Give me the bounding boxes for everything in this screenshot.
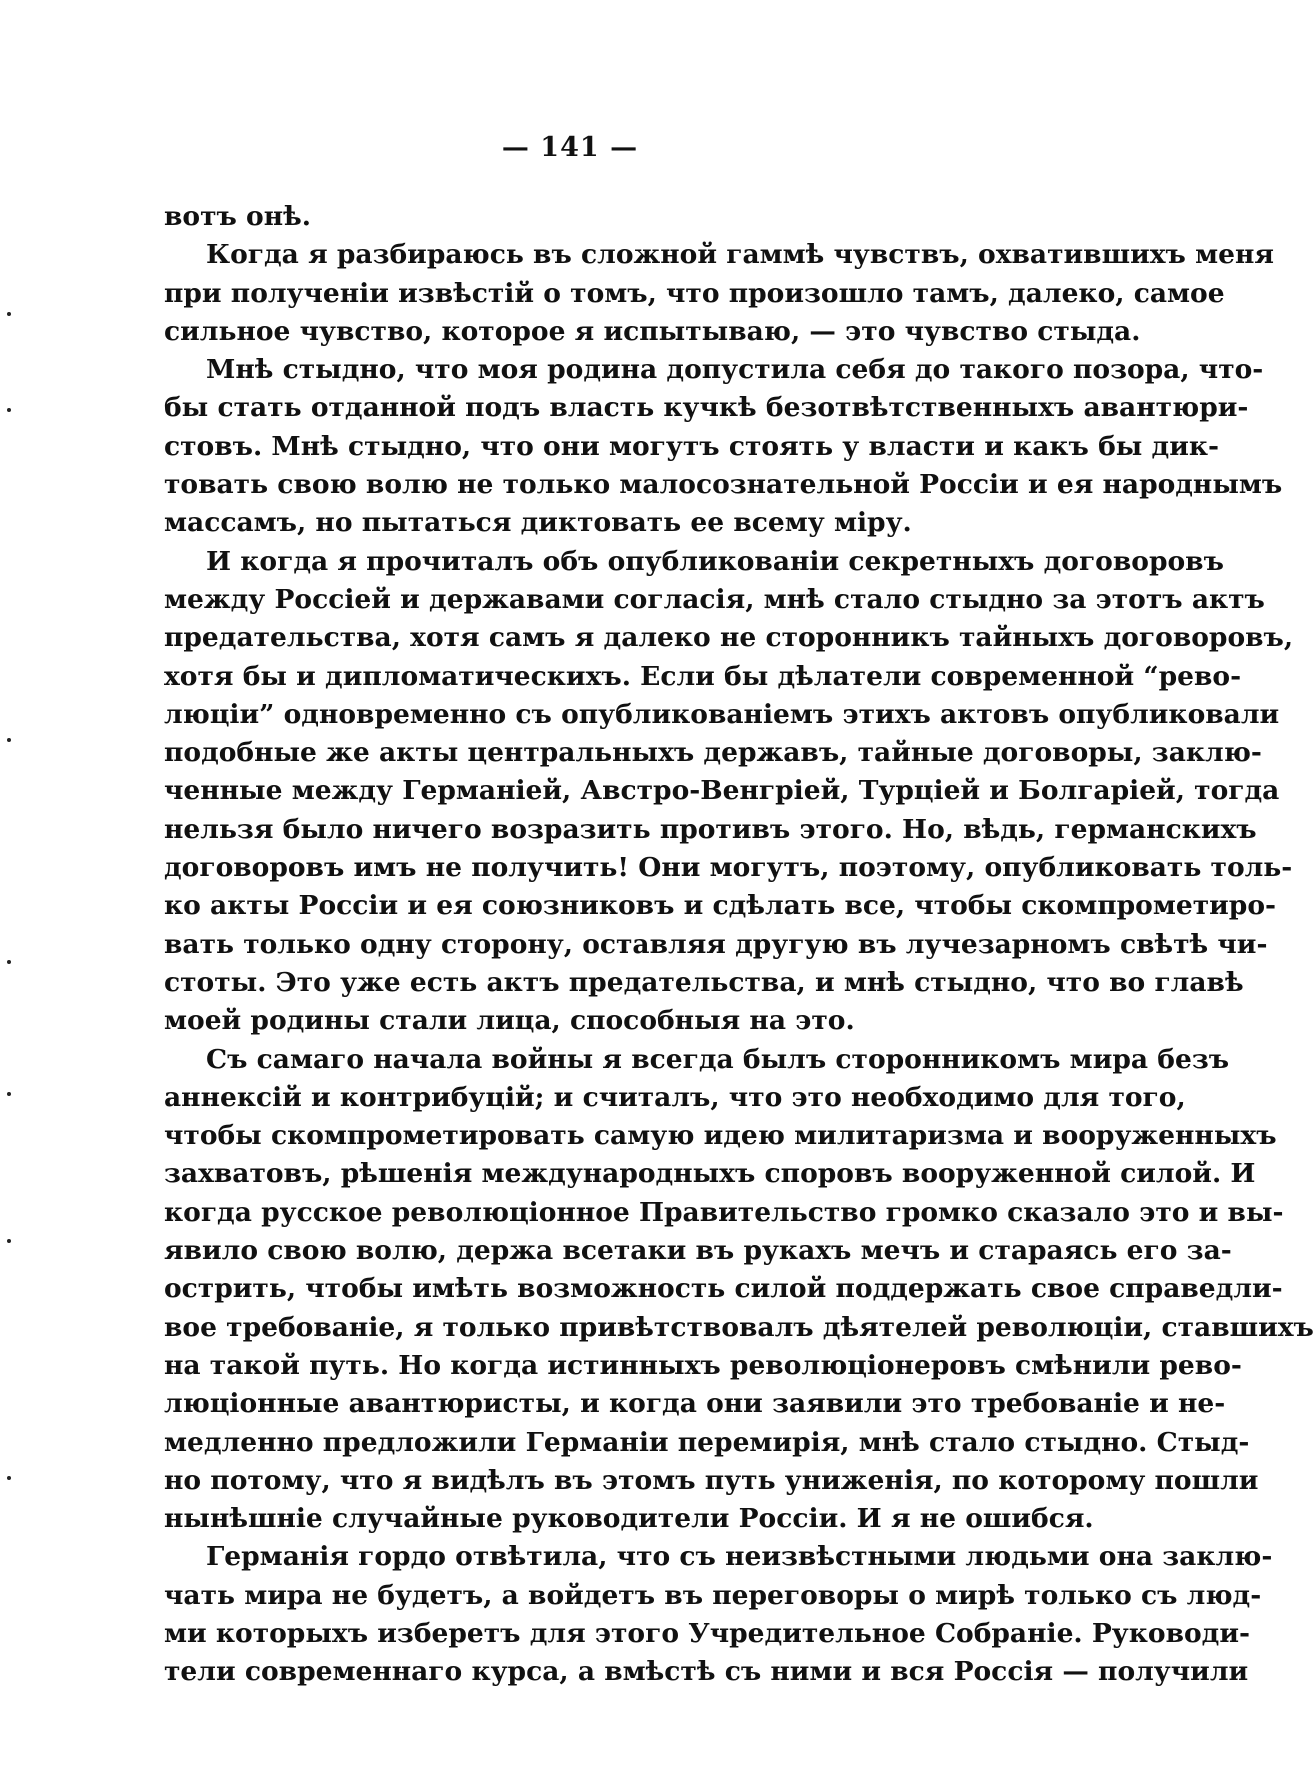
text-line: предательства, хотя самъ я далеко не сторонникъ тайныхъ договоровъ, (164, 622, 1294, 654)
margin-mark (7, 408, 11, 412)
text-line: моей родины стали лица, способныя на это. (164, 1005, 855, 1037)
text-line: подобные же акты центральныхъ державъ, тайные договоры, заклю- (164, 737, 1262, 769)
text-line: тели современнаго курса, а вмѣстѣ съ ними и вся Россія — получили (164, 1656, 1249, 1688)
text-line: вое требованіе, я только привѣтствовалъ дѣятелей революціи, ставшихъ (164, 1311, 1314, 1343)
margin-mark (7, 738, 11, 742)
page-number: — 141 — (501, 132, 639, 163)
text-line: ко акты Россіи и ея союзниковъ и сдѣлать все, чтобы скомпрометиро- (164, 890, 1276, 922)
margin-mark (7, 312, 11, 316)
text-line: люціи” одновременно съ опубликованіемъ этихъ актовъ опубликовали (164, 698, 1280, 730)
margin-mark (7, 1239, 11, 1243)
body-text (164, 198, 1314, 1692)
text-line: захватовъ, рѣшенія международныхъ споровъ вооруженной силой. И (164, 1158, 1256, 1190)
text-line: договоровъ имъ не получить! Они могутъ, поэтому, опубликовать толь- (164, 852, 1293, 884)
text-line: Когда я разбираюсь въ сложной гаммѣ чувствъ, охватившихъ меня (206, 239, 1274, 271)
text-line: между Россіей и державами согласія, мнѣ стало стыдно за этотъ актъ (164, 583, 1265, 615)
text-line: бы стать отданной подъ власть кучкѣ безотвѣтственныхъ авантюри- (164, 392, 1249, 424)
text-line: острить, чтобы имѣть возможность силой поддержать свое справедли- (164, 1273, 1283, 1305)
text-line: сильное чувство, которое я испытываю, — это чувство стыда. (164, 315, 1141, 347)
text-line: люціонные авантюристы, и когда они заявили это требованіе и не- (164, 1388, 1226, 1420)
text-line: когда русское революціонное Правительство громко сказало это и вы- (164, 1196, 1284, 1228)
text-line: явило свою волю, держа всетаки въ рукахъ мечъ и стараясь его за- (164, 1235, 1232, 1267)
margin-mark (7, 1092, 11, 1096)
text-line: товать свою волю не только малосознательной Россіи и ея народнымъ (164, 469, 1283, 501)
text-line: но потому, что я видѣлъ въ этомъ путь униженія, по которому пошли (164, 1464, 1259, 1496)
text-line: медленно предложили Германіи перемирія, мнѣ стало стыдно. Стыд- (164, 1426, 1250, 1458)
text-line: стовъ. Мнѣ стыдно, что они могутъ стоять у власти и какъ бы дик- (164, 430, 1219, 462)
text-line: И когда я прочиталъ объ опубликованіи секретныхъ договоровъ (206, 545, 1224, 577)
text-line: ми которыхъ изберетъ для этого Учредительное Собраніе. Руководи- (164, 1617, 1250, 1649)
text-line: Съ самаго начала войны я всегда былъ сторонникомъ мира безъ (206, 1043, 1230, 1075)
text-line: ченные между Германіей, Австро-Венгріей, Турціей и Болгаріей, тогда (164, 775, 1280, 807)
text-line: Мнѣ стыдно, что моя родина допустила себя до такого позора, что- (206, 354, 1264, 386)
text-line: хотя бы и дипломатическихъ. Если бы дѣлатели современной “рево- (164, 660, 1242, 692)
margin-mark (7, 960, 11, 964)
text-line: на такой путь. Но когда истинныхъ революціонеровъ смѣнили рево- (164, 1349, 1242, 1381)
text-line: Германія гордо отвѣтила, что съ неизвѣстными людьми она заклю- (206, 1541, 1273, 1573)
text-line: чтобы скомпрометировать самую идею милитаризма и вооруженныхъ (164, 1120, 1277, 1152)
text-line: чать мира не будетъ, а войдетъ въ переговоры о мирѣ только съ люд- (164, 1579, 1262, 1611)
text-line: при полученіи извѣстій о томъ, что произошло тамъ, далеко, самое (164, 277, 1225, 309)
text-line: аннексій и контрибуцій; и считалъ, что это необходимо для того, (164, 1081, 1186, 1113)
text-line: нельзя было ничего возразить противъ этого. Но, вѣдь, германскихъ (164, 813, 1257, 845)
text-line: вотъ онѣ. (164, 201, 311, 232)
text-line: вать только одну сторону, оставляя другую въ лучезарномъ свѣтѣ чи- (164, 928, 1268, 960)
margin-mark (7, 1476, 11, 1480)
text-line: нынѣшніе случайные руководители Россіи. И я не ошибся. (164, 1503, 1094, 1535)
text-line: стоты. Это уже есть актъ предательства, и мнѣ стыдно, что во главѣ (164, 966, 1244, 998)
text-line: массамъ, но пытаться диктовать ее всему міру. (164, 507, 912, 539)
